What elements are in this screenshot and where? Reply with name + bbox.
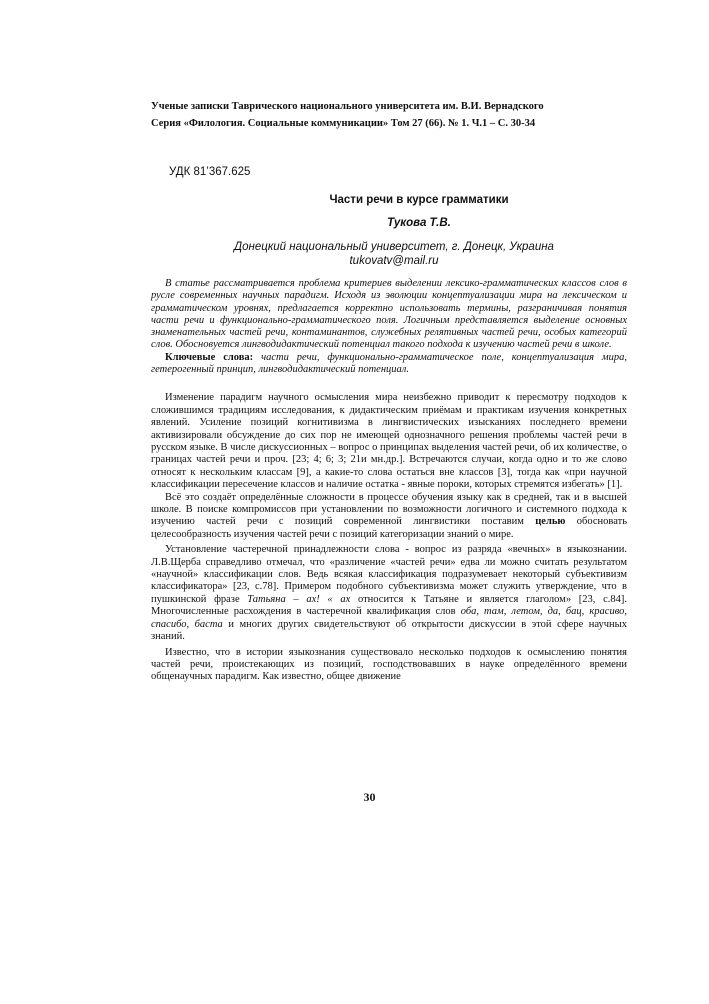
journal-header-line-2: Серия «Филология. Социальные коммуникации» Том 27 (66). № 1. Ч.1 – С. 30-34 <box>151 118 536 129</box>
keywords-text: части речи, функционально-грамматическое поле, концептуализация мира, гетерогенный принцип, лингводидактический потенциал. <box>151 351 627 376</box>
article-title: Части речи в курсе грамматики <box>329 194 509 206</box>
article-author: Тукова Т.В. <box>387 217 451 229</box>
body-italic-words: оба, там, летом, да, бац, красиво, спасибо, баста <box>151 606 627 630</box>
body-bold-term: целью <box>535 516 566 528</box>
body-paragraph-2 <box>151 492 627 542</box>
page-number: 30 <box>363 790 376 804</box>
body-paragraph-3 <box>151 544 627 643</box>
body-paragraph-4: Известно, что в истории языкознания существовало несколько подходов к осмыслению понятия частей речи, проистекающих из позиций, господствовавших в науке определённого времени общенаучных парадигм. Как известно, общее движение <box>151 646 627 683</box>
body-text: Всё это создаёт определённые сложности в процессе обучения языку как в средней, так и в высшей школе. В поиске компромиссов при установлении по возможности логичного и системного подхода к изучению частей речи с позиций современной лингвистики поставим <box>151 491 627 528</box>
article-page <box>151 98 627 684</box>
body-text: относится к Татьяне и является глаголом» [23, с.84]. Многочисленные расхождения в частеречной квалификация слов <box>151 593 627 618</box>
keywords <box>151 352 627 377</box>
abstract: В статье рассматривается проблема критериев выделении лексико-грамматических классов слов в русле современных научных парадигм. Исходя из эволюции концептуализации мира на лексическом и грамматическом уровнях, предлагается корректно использовать термины, разграничивая понятия части речи и функционально-грамматического поля. Логичным представляется выделение основных знаменательных частей речи, контаминантов, служебных релятивных частей речи, особых категорий слов. Обосновуется лингводидактический потенциал такого подхода к изучению частей речи в школе. <box>151 278 627 351</box>
author-email[interactable]: tukovatv@mail.ru <box>349 255 439 267</box>
udk-code: УДК 81’367.625 <box>169 166 251 178</box>
article-body <box>151 392 627 683</box>
body-paragraph-1: Изменение парадигм научного осмысления мира неизбежно приводит к пересмотру подходов к сложившимся традициям исследования, к дидактическим приёмам и практикам изучения конкретных явлений. Усиление позиций когнитивизма в лингвистических изысканиях последнего времени активизировали обсуждение до сих пор не имеющей однозначного решения проблемы частей речи в русском языке. В числе дискуссионных – вопрос о принципах выделения частей речи, об их количестве, о границах частей речи и проч. [23; 4; 6; 3; 21и мн.др.]. Встречаются случаи, когда одно и то же слово относят к нескольким классам [9], а какие-то слова остаться вне классов [3], тогда как «при научной классификации пересечение классов и наличие остатка - явные пороки, которых стремятся избегать» [1]. <box>151 392 627 491</box>
author-affiliation <box>151 240 627 268</box>
affiliation-text: Донецкий национальный университет, г. Донецк, Украина <box>234 241 554 253</box>
keywords-label: Ключевые слова: <box>165 351 254 363</box>
body-italic-quote: Татьяна – ах! « ах <box>247 593 351 605</box>
body-text: обосновать целесообразность изучения частей речи с позиций категоризации знаний о мире. <box>151 516 627 540</box>
body-text: Установление частеречной принадлежности слова - вопрос из разряда «вечных» в языкознании. Л.В.Щерба справедливо отмечал, что «различение «частей речи» едва ли можно считать результатом «научной» классификации слов. Ведь всякая классификация подразумевает некоторый субъективизм классификатора» [23, с.78]. Примером подобного субъективизма может служить утверждение, что в пушкинской фразе <box>151 544 627 605</box>
body-text: и многих других свидетельствуют об открытости дискуссии в этой сфере научных знаний. <box>151 618 627 643</box>
journal-header-line-1: Ученые записки Таврического национального университета им. В.И. Вернадского <box>151 101 544 112</box>
